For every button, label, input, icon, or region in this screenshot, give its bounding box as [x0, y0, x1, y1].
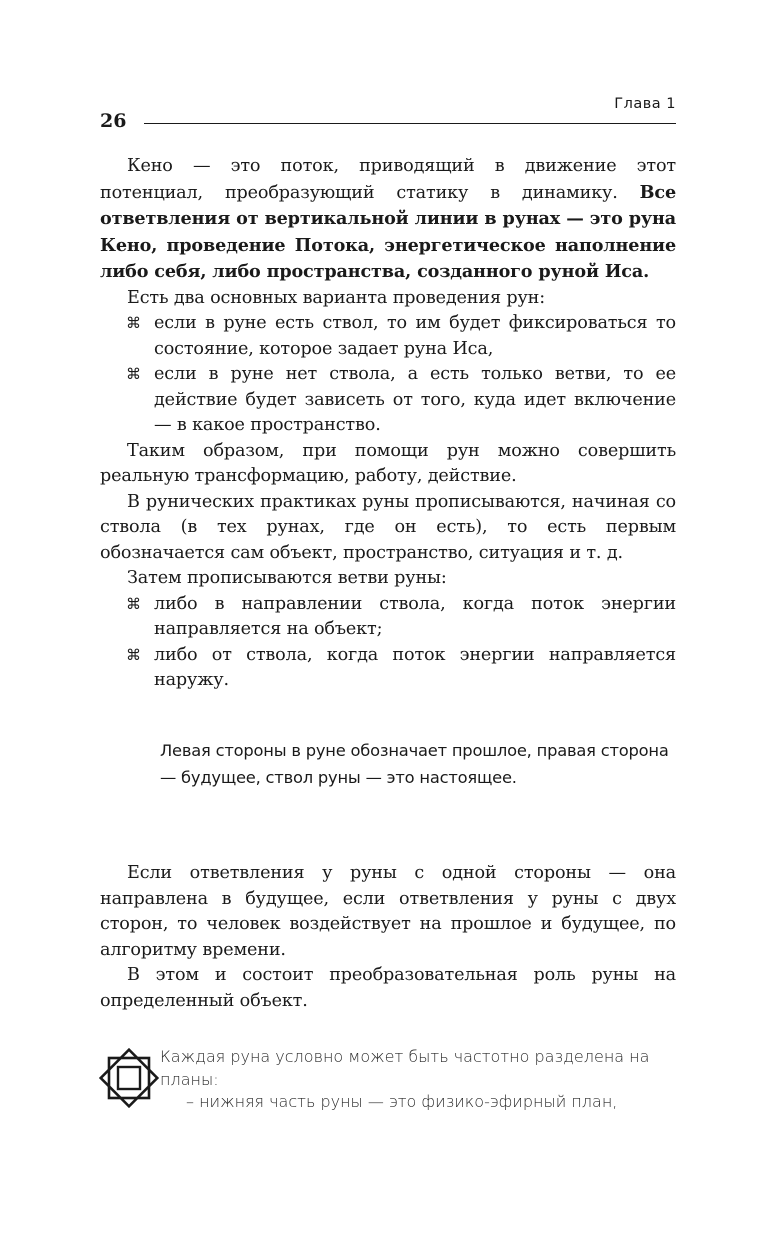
command-bullet-icon: ⌘ [126, 314, 141, 332]
callout-text: Левая стороны в руне обозначает прошлое, правая сторона — будущее, ствол руны — это настоящее. [160, 741, 669, 787]
paragraph: Если ответвления у руны с одной стороны — она направлена в будущее, если ответвления у руны с двух сторон, то человек воздействует на прошлое и будущее, по алгоритму времени. [100, 863, 676, 960]
paragraph: В рунических практиках руны прописываются, начиная со ствола (в тех рунах, где он есть), то есть первым обозначается сам объект, пространство, ситуация и т. д. [100, 491, 676, 563]
paragraph: Есть два основных варианта проведения рун: [127, 287, 546, 308]
bullet-item [100, 592, 676, 643]
header-rule [144, 123, 676, 124]
note-text: Каждая руна условно может быть частотно разделена на планы: [160, 1047, 650, 1089]
paragraph [100, 154, 676, 286]
page-header [100, 96, 676, 132]
bullet-text: если в руне нет ствола, а есть только ветви, то ее действие будет зависеть от того, куда идет включение — в какое пространство. [154, 364, 676, 435]
bullet-text: либо в направлении ствола, когда поток энергии направляется на объект; [154, 593, 676, 639]
bold-emphasis: Все ответвления от вертикальной линии в рунах — это руна Кено, проведение Потока, энергетическое наполнение либо себя, либо пространства, созданного руной Иса. [100, 181, 676, 282]
paragraph: Затем прописываются ветви руны: [127, 568, 447, 588]
page-number: 26 [100, 110, 127, 132]
bullet-item [100, 311, 676, 362]
bullet-item [100, 362, 676, 439]
bullet-text: если в руне есть ствол, то им будет фиксироваться то состояние, которое задает руна Иса, [154, 313, 676, 359]
double-square-star-icon [99, 1048, 159, 1108]
main-text-block [100, 154, 676, 694]
note-block [160, 1046, 680, 1114]
command-bullet-icon: ⌘ [126, 645, 141, 664]
command-bullet-icon: ⌘ [126, 594, 141, 613]
bullet-item [100, 643, 676, 694]
bullet-list [100, 311, 676, 439]
paragraph-text: Кено — это поток, приводящий в движение этот потенциал, преобразующий статику в динамику. [100, 156, 676, 203]
paragraph: Таким образом, при помощи рун можно совершить реальную трансформацию, работу, действие. [100, 440, 676, 486]
main-text-block [100, 861, 676, 1014]
bullet-text: либо от ствола, когда поток энергии направляется наружу. [154, 644, 676, 690]
chapter-label: Глава 1 [614, 96, 676, 112]
note-subitem: – нижняя часть руны — это физико-эфирный план, [186, 1092, 618, 1111]
paragraph: В этом и состоит преобразовательная роль руны на определенный объект. [100, 965, 676, 1011]
command-bullet-icon: ⌘ [126, 365, 141, 383]
bullet-list [100, 592, 676, 694]
